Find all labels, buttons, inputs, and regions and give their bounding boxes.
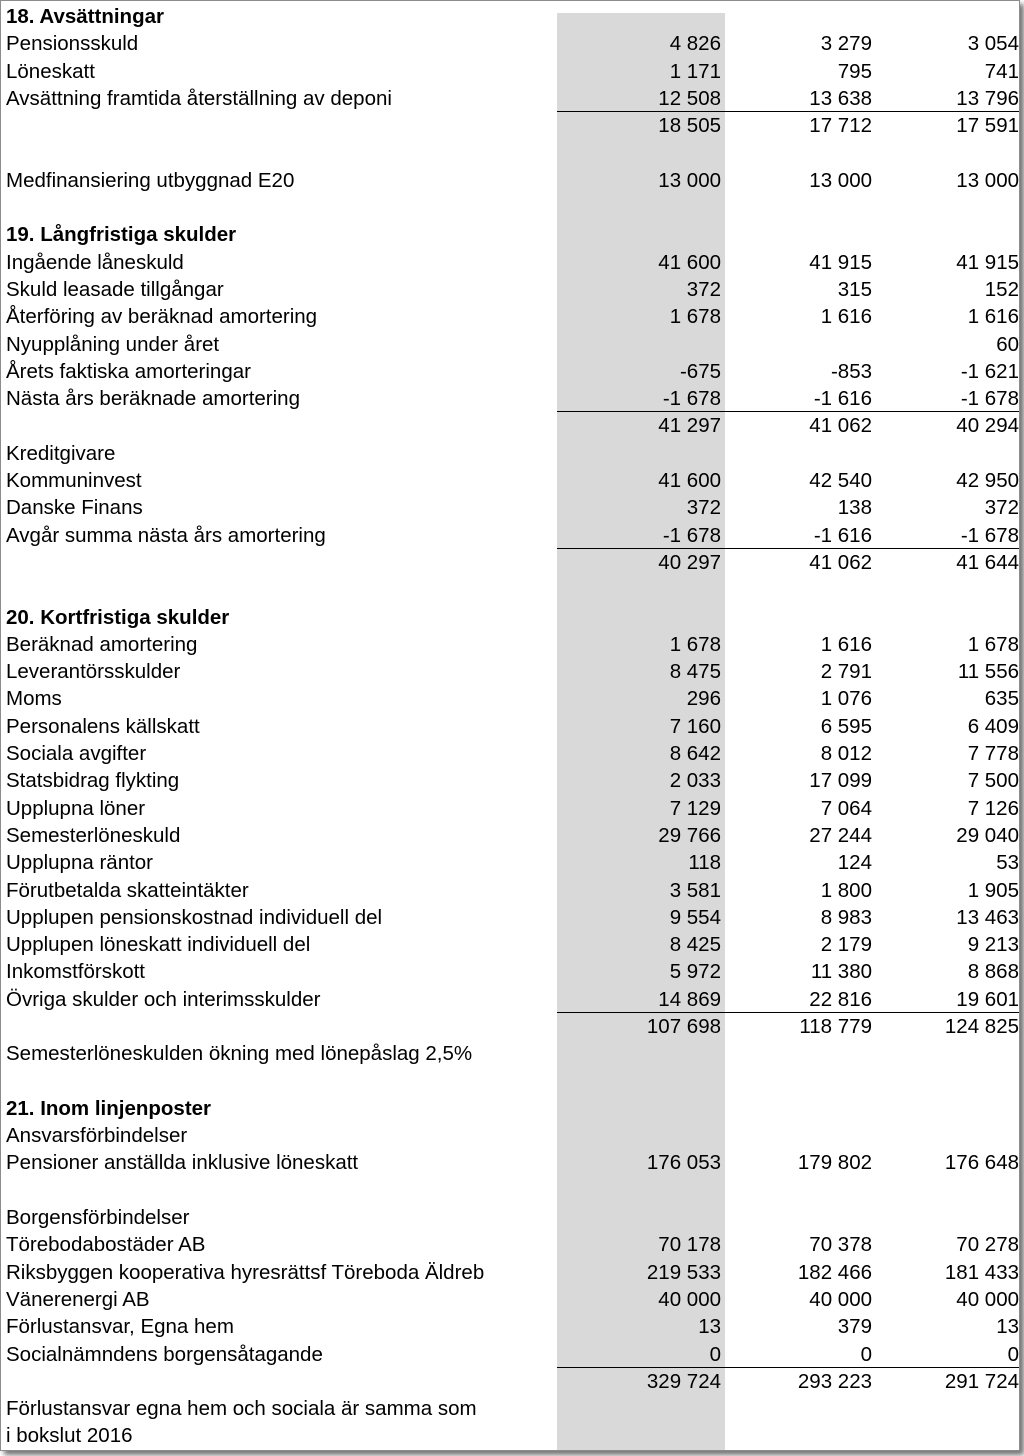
value-cell-col3: 70 278 [956, 1233, 1019, 1257]
value-cell-col3: 42 950 [956, 469, 1019, 493]
table-row [1, 276, 1019, 303]
value-cell-col2: 6 595 [820, 714, 872, 738]
value-cell-col2: 293 223 [797, 1369, 872, 1393]
row-label: Förutbetalda skatteintäkter [6, 878, 249, 902]
row-label: Upplupna löner [6, 796, 146, 820]
row-label: Semesterlöneskulden ökning med lönepåslag 2,5% [6, 1042, 473, 1066]
row-label: Riksbyggen kooperativa hyresrättsf Töreboda Äldreb [6, 1260, 485, 1284]
value-cell-col1: 107 698 [646, 1014, 721, 1038]
value-cell-col1: 118 [688, 851, 721, 875]
table-row [1, 1259, 1019, 1286]
value-cell-col1: 1 171 [669, 59, 721, 83]
value-cell-col1: 1 678 [669, 632, 721, 656]
value-cell-col1: 13 [698, 1315, 721, 1339]
value-cell-col1: 3 581 [669, 878, 721, 902]
row-label: Förlustansvar, Egna hem [6, 1315, 234, 1339]
section-heading: 21. Inom linjenposter [6, 1096, 212, 1120]
value-cell-col2: 379 [837, 1315, 872, 1339]
table-row [1, 167, 1019, 194]
value-cell-col3: 124 825 [944, 1014, 1019, 1038]
value-cell-col2: -1 616 [813, 387, 872, 411]
value-cell-col2: 315 [837, 277, 872, 301]
value-cell-col3: 19 601 [956, 987, 1019, 1011]
value-cell-col2: 17 712 [809, 114, 872, 138]
row-label: Pensioner anställda inklusive löneskatt [6, 1151, 359, 1175]
table-row [1, 795, 1019, 822]
value-cell-col2: 118 779 [799, 1014, 872, 1038]
value-cell-col1: 0 [709, 1342, 721, 1366]
value-cell-col3: 372 [984, 496, 1019, 520]
value-cell-col2: 40 000 [809, 1287, 872, 1311]
row-label: i bokslut 2016 [6, 1424, 133, 1448]
row-label: Förlustansvar egna hem och sociala är samma som [6, 1397, 477, 1421]
value-cell-col3: -1 621 [960, 359, 1019, 383]
row-label: Danske Finans [6, 496, 143, 520]
value-cell-col3: 8 868 [967, 960, 1019, 984]
value-cell-col1: 13 000 [658, 168, 721, 192]
table-row [1, 685, 1019, 712]
value-cell-col2: 41 915 [809, 250, 872, 274]
table-row [1, 822, 1019, 849]
value-cell-col2: 42 540 [809, 469, 872, 493]
value-cell-col1: 329 724 [646, 1369, 721, 1393]
value-cell-col3: 13 000 [956, 168, 1019, 192]
table-row [1, 30, 1019, 57]
row-label: Avgår summa nästa års amortering [6, 523, 326, 547]
value-cell-col3: 60 [996, 332, 1019, 356]
table-row [1, 1395, 1019, 1422]
section-heading: 19. Långfristiga skulder [6, 223, 237, 247]
row-label: Moms [6, 687, 62, 711]
value-cell-col3: -1 678 [960, 387, 1019, 411]
table-row [1, 1040, 1019, 1067]
value-cell-col2: 182 466 [797, 1260, 872, 1284]
section-heading-row [1, 3, 1019, 30]
value-cell-col3: 11 556 [957, 660, 1019, 684]
table-row [1, 1204, 1019, 1231]
value-cell-col1: 41 600 [658, 469, 721, 493]
value-cell-col1: 12 508 [658, 86, 721, 110]
table-row [1, 139, 1019, 166]
value-cell-col2: 8 983 [820, 905, 872, 929]
table-row [1, 713, 1019, 740]
value-cell-col2: 41 062 [809, 550, 872, 574]
value-cell-col3: 1 616 [967, 305, 1019, 329]
row-label: Statsbidrag flykting [6, 769, 180, 793]
value-cell-col2: 17 099 [809, 769, 872, 793]
value-cell-col3: 7 126 [967, 796, 1019, 820]
value-cell-col2: 41 062 [809, 414, 872, 438]
row-label: Pensionsskuld [6, 32, 139, 56]
value-cell-col1: 40 297 [658, 550, 721, 574]
table-row [1, 194, 1019, 221]
table-row [1, 904, 1019, 931]
row-label: Semesterlöneskuld [6, 823, 181, 847]
value-cell-col3: 6 409 [967, 714, 1019, 738]
value-cell-col1: 7 160 [669, 714, 721, 738]
value-cell-col3: 40 000 [956, 1287, 1019, 1311]
value-cell-col1: 8 425 [669, 933, 721, 957]
table-row [1, 1149, 1019, 1176]
table-row [1, 849, 1019, 876]
table-row [1, 1177, 1019, 1204]
table-row [1, 958, 1019, 985]
value-cell-col3: -1 678 [960, 523, 1019, 547]
value-cell-col2: 795 [837, 59, 872, 83]
table-row [1, 877, 1019, 904]
value-cell-col1: 9 554 [669, 905, 721, 929]
row-label: Borgensförbindelser [6, 1206, 190, 1230]
row-label: Ansvarsförbindelser [6, 1124, 188, 1148]
row-label: Leverantörsskulder [6, 660, 181, 684]
value-cell-col1: 7 129 [669, 796, 721, 820]
table-row [1, 1068, 1019, 1095]
row-label: Löneskatt [6, 59, 95, 83]
value-cell-col1: 296 [686, 687, 721, 711]
value-cell-col2: 22 816 [809, 987, 872, 1011]
value-cell-col1: 1 678 [669, 305, 721, 329]
value-cell-col2: 1 616 [820, 632, 872, 656]
row-label: Årets faktiska amorteringar [6, 359, 251, 383]
value-cell-col2: 179 802 [797, 1151, 872, 1175]
value-cell-col1: 41 297 [658, 414, 721, 438]
row-label: Kommuninvest [6, 469, 142, 493]
value-cell-col1: 5 972 [669, 960, 721, 984]
notes-table [1, 3, 1019, 1450]
value-cell-col3: 152 [984, 277, 1019, 301]
table-row [1, 249, 1019, 276]
table-row [1, 440, 1019, 467]
value-cell-col2: 13 000 [809, 168, 872, 192]
table-row [1, 986, 1019, 1013]
value-cell-col3: 41 644 [956, 550, 1019, 574]
row-label: Övriga skulder och interimsskulder [6, 987, 321, 1011]
value-cell-col1: 40 000 [658, 1287, 721, 1311]
table-row [1, 1122, 1019, 1149]
row-label: Upplupna räntor [6, 851, 154, 875]
table-row [1, 58, 1019, 85]
value-cell-col2: 124 [837, 851, 872, 875]
value-cell-col2: 0 [860, 1342, 872, 1366]
subtotal-row [1, 1368, 1019, 1395]
section-heading-row [1, 1095, 1019, 1122]
value-cell-col3: 291 724 [944, 1369, 1019, 1393]
value-cell-col2: 1 616 [820, 305, 872, 329]
row-label: Skuld leasade tillgångar [6, 277, 224, 301]
section-heading-row [1, 604, 1019, 631]
row-label: Upplupen löneskatt individuell del [6, 933, 311, 957]
row-label: Inkomstförskott [6, 960, 145, 984]
value-cell-col1: 4 826 [669, 32, 721, 56]
row-label: Ingående låneskuld [6, 250, 184, 274]
table-row [1, 385, 1019, 412]
table-row [1, 767, 1019, 794]
section-heading: 20. Kortfristiga skulder [6, 605, 230, 629]
value-cell-col3: 40 294 [956, 414, 1019, 438]
value-cell-col3: 29 040 [956, 823, 1019, 847]
value-cell-col1: 219 533 [646, 1260, 721, 1284]
table-row [1, 331, 1019, 358]
value-cell-col2: 2 791 [820, 660, 872, 684]
value-cell-col2: 3 279 [820, 32, 872, 56]
value-cell-col1: 41 600 [658, 250, 721, 274]
value-cell-col3: 7 500 [967, 769, 1019, 793]
value-cell-col3: 17 591 [956, 114, 1019, 138]
table-row [1, 494, 1019, 521]
value-cell-col1: 18 505 [658, 114, 721, 138]
section-heading-row [1, 221, 1019, 248]
value-cell-col3: 9 213 [967, 933, 1019, 957]
row-label: Nästa års beräknade amortering [6, 387, 300, 411]
table-row [1, 740, 1019, 767]
value-cell-col2: 70 378 [809, 1233, 872, 1257]
table-row [1, 358, 1019, 385]
value-cell-col3: 741 [984, 59, 1019, 83]
value-cell-col1: -1 678 [662, 387, 721, 411]
row-label: Medfinansiering utbyggnad E20 [6, 168, 295, 192]
row-label: Personalens källskatt [6, 714, 200, 738]
subtotal-row [1, 549, 1019, 576]
value-cell-col2: 7 064 [820, 796, 872, 820]
value-cell-col1: 29 766 [658, 823, 721, 847]
subtotal-row [1, 412, 1019, 439]
value-cell-col1: 8 642 [669, 742, 721, 766]
value-cell-col1: 8 475 [669, 660, 721, 684]
value-cell-col1: -1 678 [662, 523, 721, 547]
value-cell-col2: 27 244 [809, 823, 872, 847]
value-cell-col3: 176 648 [944, 1151, 1019, 1175]
table-row [1, 303, 1019, 330]
section-heading: 18. Avsättningar [6, 5, 164, 28]
row-label: Upplupen pensionskostnad individuell del [6, 905, 383, 929]
row-label: Avsättning framtida återställning av deponi [6, 86, 392, 110]
value-cell-col2: 2 179 [820, 933, 872, 957]
row-label: Socialnämndens borgensåtagande [6, 1342, 323, 1366]
value-cell-col1: -675 [679, 359, 721, 383]
subtotal-row [1, 1013, 1019, 1040]
table-row [1, 1422, 1019, 1449]
value-cell-col2: -853 [830, 359, 872, 383]
table-row [1, 1341, 1019, 1368]
table-row [1, 658, 1019, 685]
table-row [1, 522, 1019, 549]
value-cell-col3: 7 778 [967, 742, 1019, 766]
table-row [1, 576, 1019, 603]
value-cell-col2: 1 800 [820, 878, 872, 902]
value-cell-col3: 3 054 [967, 32, 1019, 56]
row-label: Vänerenergi AB [6, 1287, 150, 1311]
value-cell-col3: 13 [996, 1315, 1019, 1339]
row-label: Återföring av beräknad amortering [6, 305, 318, 329]
value-cell-col3: 1 905 [967, 878, 1019, 902]
value-cell-col2: 13 638 [809, 86, 872, 110]
row-label: Beräknad amortering [6, 632, 198, 656]
row-label: Törebodabostäder AB [6, 1233, 206, 1257]
value-cell-col3: 635 [984, 687, 1019, 711]
value-cell-col2: -1 616 [813, 523, 872, 547]
value-cell-col1: 14 869 [658, 987, 721, 1011]
value-cell-col3: 53 [996, 851, 1019, 875]
table-row [1, 467, 1019, 494]
table-row [1, 931, 1019, 958]
value-cell-col3: 0 [1007, 1342, 1019, 1366]
value-cell-col1: 176 053 [646, 1151, 721, 1175]
value-cell-col2: 8 012 [820, 742, 872, 766]
table-row [1, 1286, 1019, 1313]
row-label: Sociala avgifter [6, 742, 147, 766]
value-cell-col2: 1 076 [820, 687, 872, 711]
row-label: Kreditgivare [6, 441, 116, 465]
table-row [1, 631, 1019, 658]
value-cell-col1: 70 178 [658, 1233, 721, 1257]
value-cell-col2: 11 380 [810, 960, 872, 984]
table-row [1, 1231, 1019, 1258]
value-cell-col1: 2 033 [669, 769, 721, 793]
value-cell-col3: 181 433 [944, 1260, 1019, 1284]
value-cell-col1: 372 [686, 496, 721, 520]
value-cell-col3: 41 915 [956, 250, 1019, 274]
value-cell-col3: 13 463 [956, 905, 1019, 929]
value-cell-col3: 13 796 [956, 86, 1019, 110]
subtotal-row [1, 112, 1019, 139]
table-row [1, 1313, 1019, 1340]
value-cell-col1: 372 [686, 277, 721, 301]
value-cell-col3: 1 678 [967, 632, 1019, 656]
row-label: Nyupplåning under året [6, 332, 220, 356]
value-cell-col2: 138 [837, 496, 872, 520]
table-row [1, 85, 1019, 112]
